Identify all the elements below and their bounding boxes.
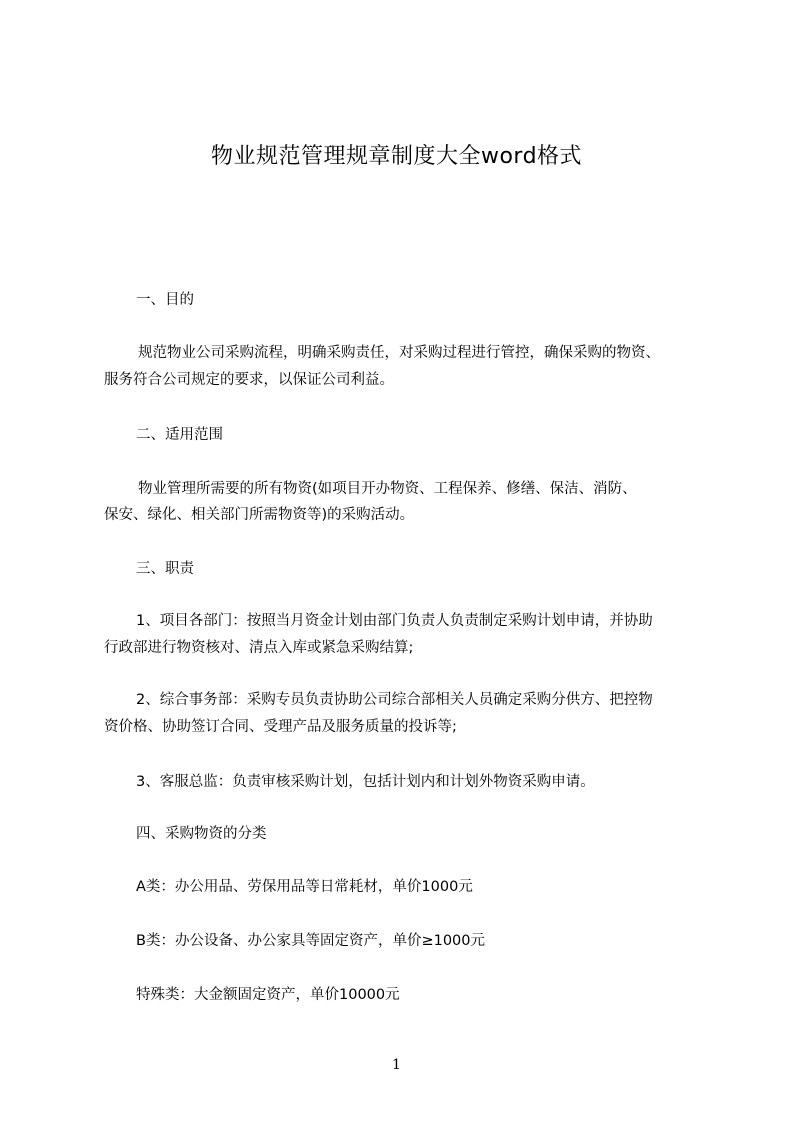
section-heading-scope: 二、适用范围 [136,427,223,443]
list-item-line: 3、客服总监：负责审核采购计划，包括计划内和计划外物资采购申请。 [136,774,595,790]
section-heading-purpose: 一、目的 [136,292,194,308]
paragraph-line: 规范物业公司采购流程，明确采购责任，对采购过程进行管控，确保采购的物资、 [138,345,660,361]
list-item-line: 资价格、协助签订合同、受理产品及服务质量的投诉等; [104,719,457,735]
section-heading-duties: 三、职责 [136,561,194,577]
list-item-line: 1、项目各部门：按照当月资金计划由部门负责人负责制定采购计划申请，并协助 [136,613,653,629]
document-title: 物业规范管理规章制度大全word格式 [210,144,583,169]
classification-special: 特殊类：大金额固定资产，单价10000元 [136,987,400,1003]
page-number: 1 [392,1057,401,1073]
classification-b: B类：办公设备、办公家具等固定资产，单价≥1000元 [136,933,485,949]
paragraph-line: 保安、绿化、相关部门所需物资等)的采购活动。 [104,507,415,523]
section-heading-classification: 四、采购物资的分类 [136,826,267,842]
list-item-line: 2、综合事务部：采购专员负责协助公司综合部相关人员确定采购分供方、把控物 [136,692,653,708]
paragraph-line: 服务符合公司规定的要求，以保证公司利益。 [104,372,394,388]
list-item-line: 行政部进行物资核对、清点入库或紧急采购结算; [104,640,414,656]
classification-a: A类：办公用品、劳保用品等日常耗材，单价1000元 [136,879,473,895]
paragraph-line: 物业管理所需要的所有物资(如项目开办物资、工程保养、修缮、保洁、消防、 [138,481,637,497]
